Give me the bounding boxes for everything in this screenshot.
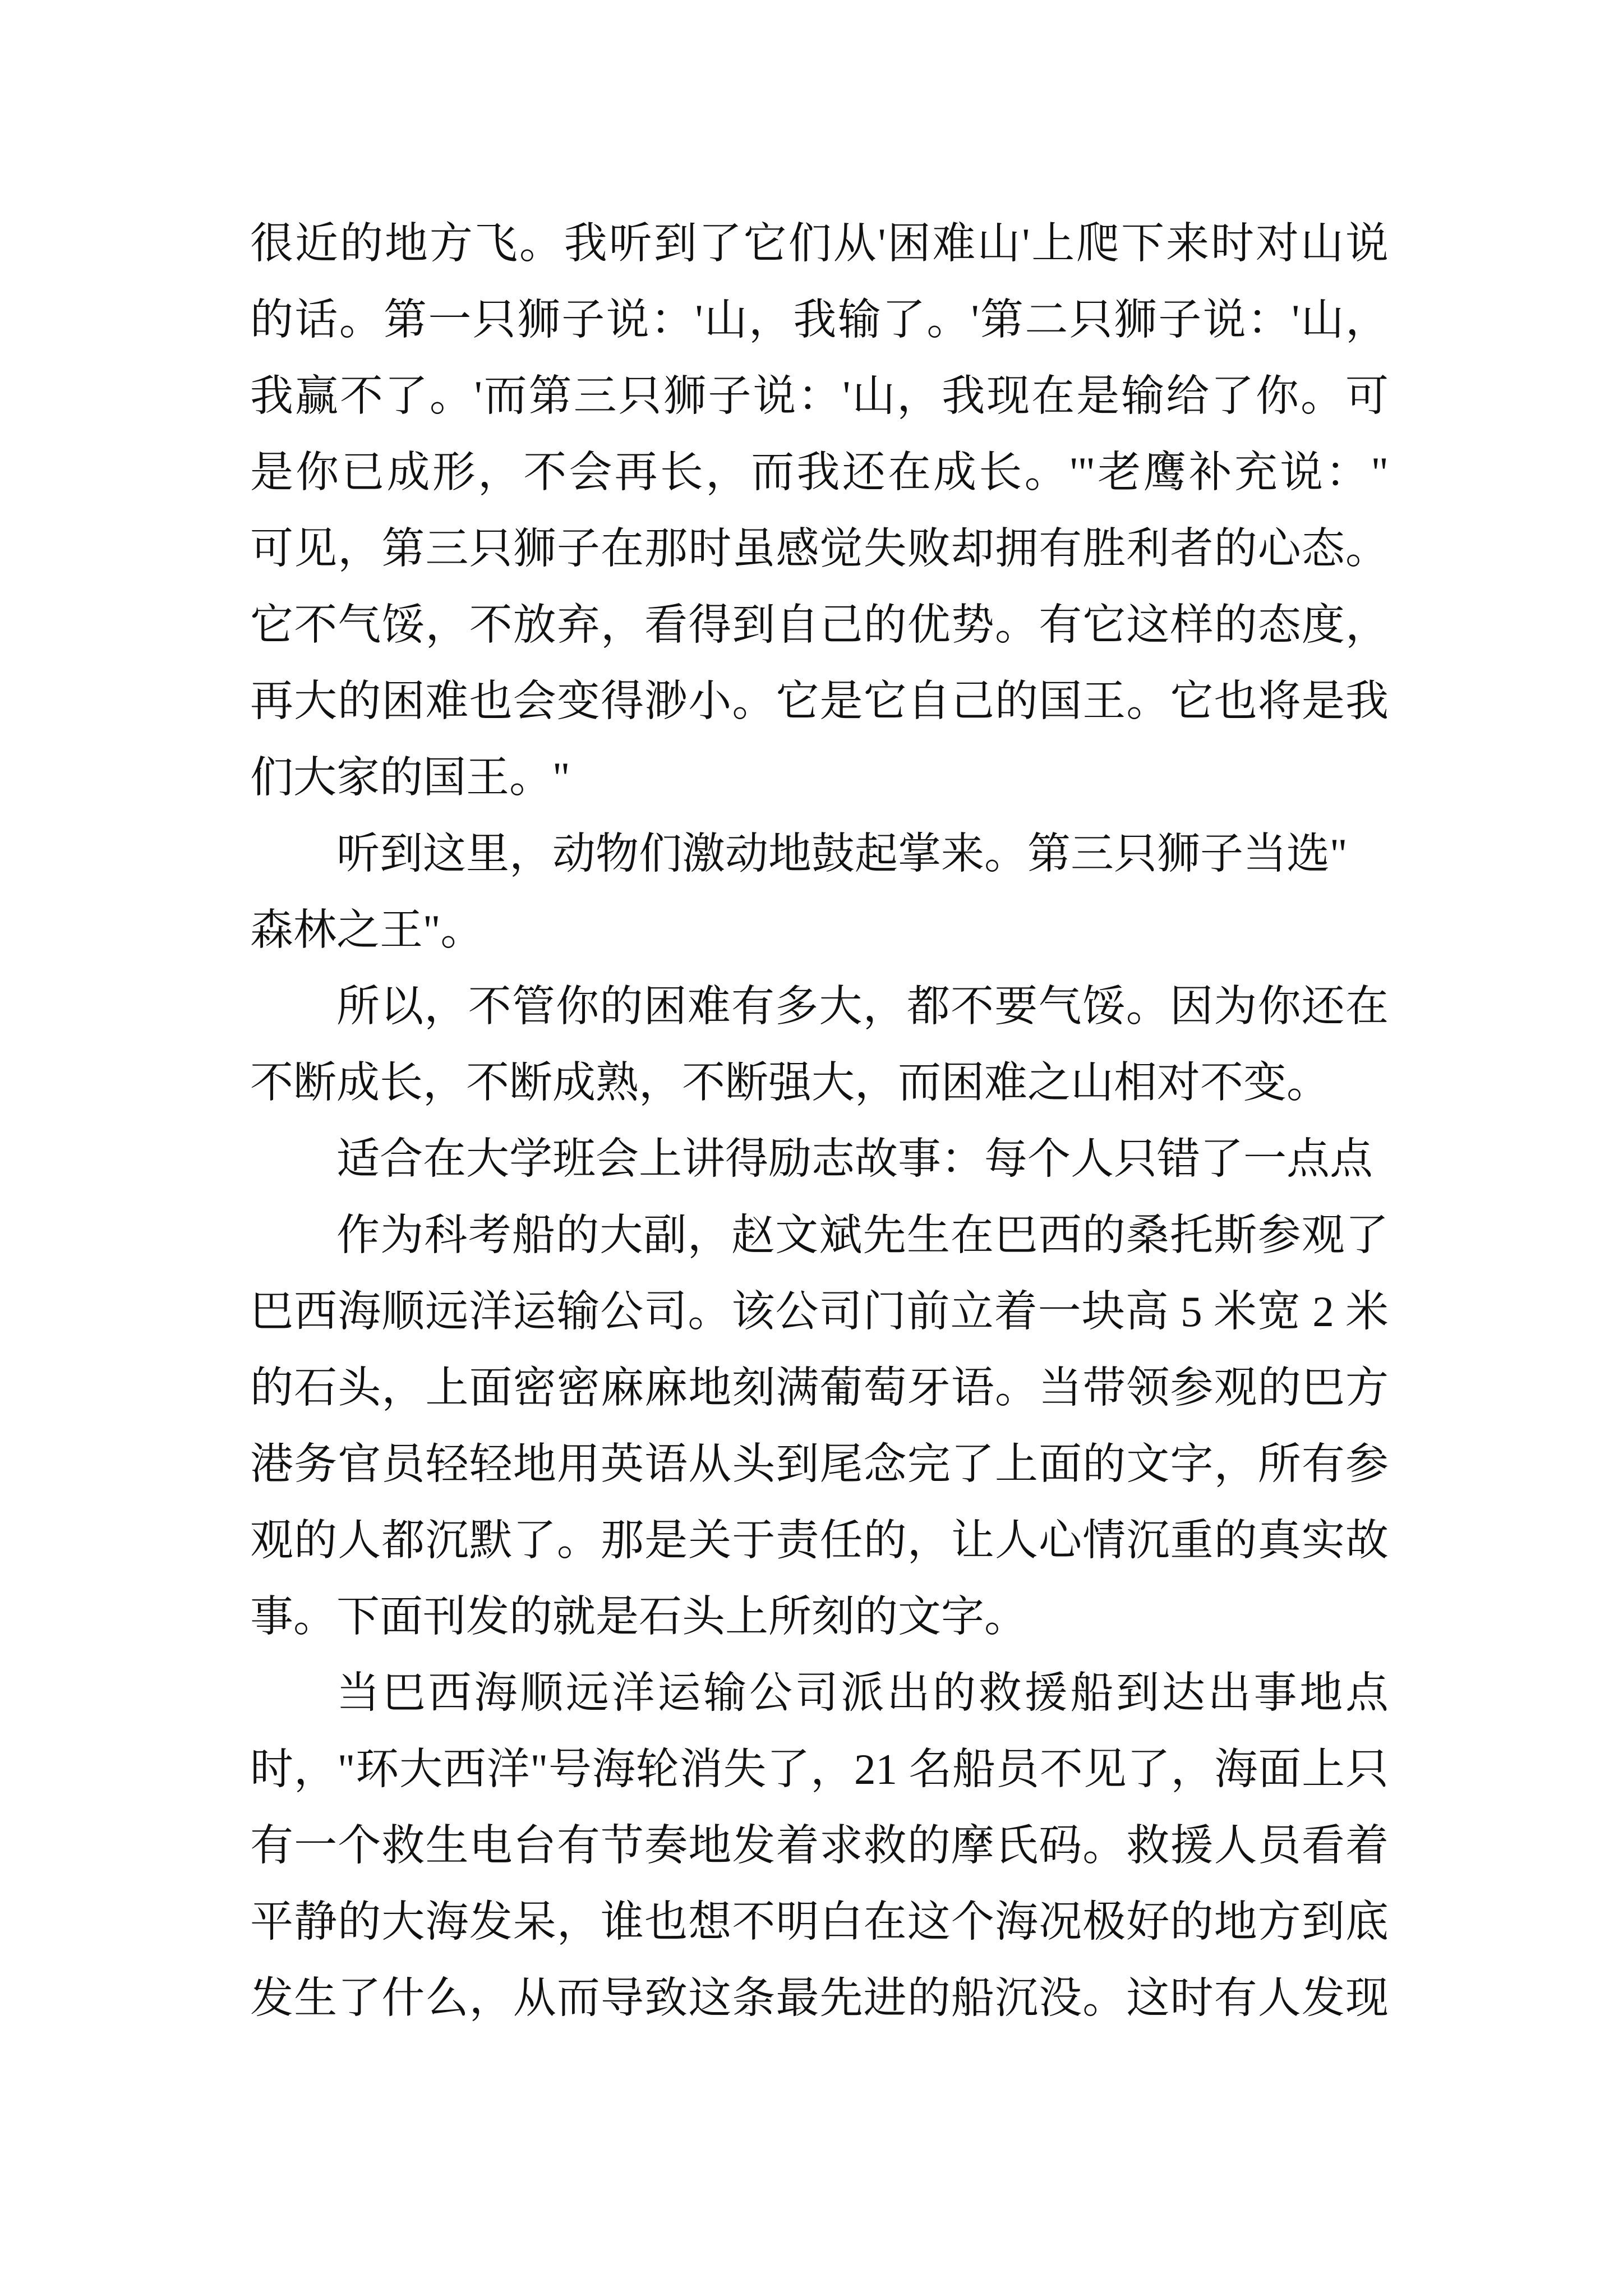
paragraph-applause bbox=[250, 816, 1389, 968]
text-line: 森林之王"。 bbox=[250, 906, 484, 954]
text-line: 是你已成形，不会再长，而我还在成长。'"老鹰补充说：" bbox=[250, 448, 1389, 496]
body-text bbox=[250, 205, 1389, 2036]
text-line: 有一个救生电台有节奏地发着求救的摩氏码。救援人员看着 bbox=[250, 1821, 1389, 1870]
text-line: 可见，第三只狮子在那时虽感觉失败却拥有胜利者的心态。 bbox=[250, 524, 1389, 573]
text-line: 巴西海顺远洋运输公司。该公司门前立着一块高 5 米宽 2 米 bbox=[250, 1287, 1389, 1336]
text-line: 发生了什么，从而导致这条最先进的船沉没。这时有人发现 bbox=[250, 1974, 1389, 2022]
text-line: 很近的地方飞。我听到了它们从'困难山'上爬下来时对山说 bbox=[250, 219, 1389, 268]
text-line: 听到这里，动物们激动地鼓起掌来。第三只狮子当选" bbox=[336, 830, 1348, 878]
text-line: 观的人都沉默了。那是关于责任的，让人心情沉重的真实故 bbox=[250, 1516, 1389, 1565]
text-line: 它不气馁，不放弃，看得到自己的优势。有它这样的态度， bbox=[250, 601, 1389, 649]
text-line: 作为科考船的大副，赵文斌先生在巴西的桑托斯参观了 bbox=[336, 1211, 1389, 1259]
text-line: 们大家的国王。" bbox=[250, 753, 570, 802]
text-line: 的石头，上面密密麻麻地刻满葡萄牙语。当带领参观的巴方 bbox=[250, 1364, 1389, 1412]
text-line: 不断成长，不断成熟，不断强大，而困难之山相对不变。 bbox=[250, 1059, 1330, 1107]
paragraph-moral bbox=[250, 968, 1389, 1121]
paragraph-lion-story-ending bbox=[250, 205, 1389, 816]
story-title bbox=[250, 1121, 1389, 1197]
text-line: 再大的困难也会变得渺小。它是它自己的国王。它也将是我 bbox=[250, 677, 1389, 725]
paragraph-intro bbox=[250, 1197, 1389, 1655]
text-line: 时，"环大西洋"号海轮消失了，21 名船员不见了，海面上只 bbox=[250, 1745, 1389, 1793]
text-line: 港务官员轻轻地用英语从头到尾念完了上面的文字，所有参 bbox=[250, 1440, 1389, 1488]
text-line: 事。下面刊发的就是石头上所刻的文字。 bbox=[250, 1593, 1027, 1641]
paragraph-rescue bbox=[250, 1655, 1389, 2036]
text-line: 平静的大海发呆，谁也想不明白在这个海况极好的地方到底 bbox=[250, 1898, 1389, 1946]
text-line: 当巴西海顺远洋运输公司派出的救援船到达出事地点 bbox=[336, 1669, 1389, 1717]
text-line: 的话。第一只狮子说：'山，我输了。'第二只狮子说：'山， bbox=[250, 296, 1389, 344]
text-line: 所以，不管你的困难有多大，都不要气馁。因为你还在 bbox=[336, 982, 1389, 1030]
text-line: 我赢不了。'而第三只狮子说：'山，我现在是输给了你。可 bbox=[250, 372, 1389, 420]
story-title-text: 适合在大学班会上讲得励志故事：每个人只错了一点点 bbox=[336, 1135, 1373, 1183]
